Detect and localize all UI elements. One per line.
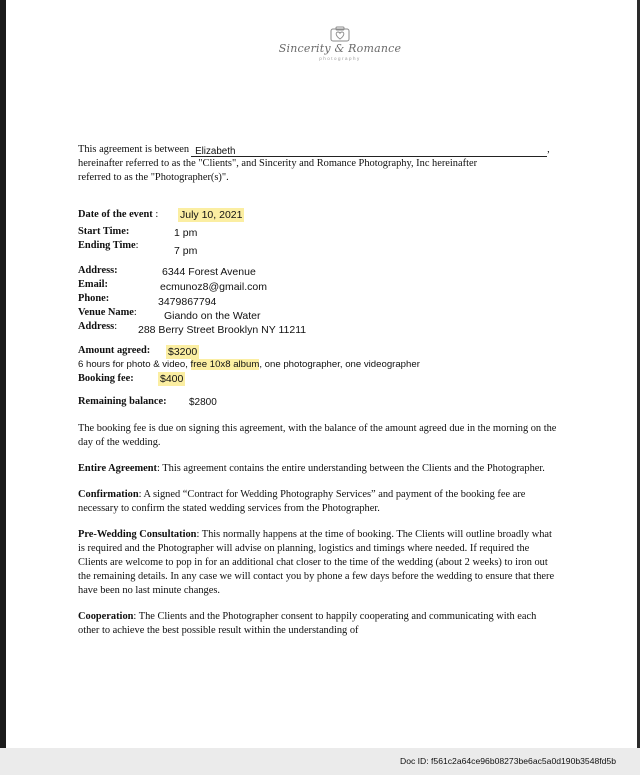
end-time-label: Ending Time [78, 240, 136, 251]
confirmation-text: : A signed “Contract for Wedding Photography Services” and payment of the booking fee are necessary to confirm the stated wedding services from the Photographer. [78, 489, 526, 514]
booking-fee-row [78, 372, 558, 386]
amount-label: Amount agreed: [78, 345, 151, 356]
phone-value: 3479867794 [158, 296, 217, 308]
event-date-label: Date of the event [78, 209, 153, 220]
venue-address-value: 288 Berry Street Brooklyn NY 11211 [138, 324, 307, 336]
intro-line-1 [78, 143, 558, 157]
logo-name: Sincerity & Romance [278, 42, 402, 55]
address-row [78, 264, 558, 278]
brand-logo [270, 26, 410, 76]
intro-prefix: This agreement is between [78, 144, 190, 155]
email-value: ecmunoz8@gmail.com [160, 281, 267, 293]
cooperation-title: Cooperation [78, 611, 134, 622]
venue-address-row [78, 320, 558, 334]
page-edge-left [0, 0, 6, 775]
intro-line-3: referred to as the "Photographer(s)". [78, 172, 229, 183]
entire-agreement-title: Entire Agreement [78, 463, 157, 474]
pre-wedding-title: Pre-Wedding Consultation [78, 529, 197, 540]
remaining-balance-value: $2800 [189, 397, 217, 408]
confirmation-paragraph [78, 488, 558, 516]
pre-wedding-text: : This normally happens at the time of booking. The Clients will outline broadly what is required and the Photographer will advise on planning, logistics and timings where needed. If required the Clients are welcome to pop in for an additional chat closer to the time of the wedding (about 2 weeks) to iron out the remaining details. In any case we will contact you by phone a few days before the wedding to ensure that there have been no last minute changes. [78, 529, 555, 596]
intro-suffix: , [547, 144, 550, 155]
pre-wedding-paragraph [78, 528, 558, 598]
event-date-row [78, 208, 558, 222]
booking-fee-paragraph: The booking fee is due on signing this agreement, with the balance of the amount agreed due in the morning on the day of the wedding. [78, 423, 557, 448]
doc-id: Doc ID: f561c2a64ce96b08273be6ac5a0d190b3548fd5b [400, 756, 616, 766]
entire-agreement-text: : This agreement contains the entire understanding between the Clients and the Photographer. [156, 463, 545, 474]
intro-line-2: hereinafter referred to as the "Clients", and Sincerity and Romance Photography, Inc hereinafter [78, 158, 478, 169]
amount-value: $3200 [168, 346, 198, 358]
end-time-value: 7 pm [174, 245, 198, 257]
address-value: 6344 Forest Avenue [162, 266, 256, 278]
remaining-balance-row [78, 395, 558, 409]
client-name: Elizabeth [195, 146, 236, 157]
booking-fee-value: $400 [160, 373, 184, 385]
agreement-body [78, 143, 558, 638]
package-row [78, 358, 558, 372]
venue-address-colon: : [114, 321, 118, 332]
venue-colon: : [133, 307, 137, 318]
start-time-value: 1 pm [174, 227, 198, 239]
phone-label: Phone: [78, 293, 110, 304]
venue-address-label: Address [78, 321, 115, 332]
end-time-row [78, 239, 558, 257]
venue-value: Giando on the Water [164, 310, 261, 322]
cooperation-text: : The Clients and the Photographer consent to happily cooperating and communicating with each other to achieve the best possible result within the understanding of [78, 611, 537, 636]
event-date-value: July 10, 2021 [180, 209, 243, 221]
package-text-2: , one photographer, one videographer [259, 359, 420, 370]
client-name-line [191, 145, 547, 157]
confirmation-title: Confirmation [78, 489, 139, 500]
venue-row [78, 306, 558, 320]
package-album-highlight: free 10x8 album [190, 359, 260, 370]
phone-row [78, 292, 558, 306]
entire-agreement-paragraph [78, 462, 558, 476]
booking-fee-label: Booking fee: [78, 373, 134, 384]
event-date-colon: : [152, 209, 159, 220]
heart-camera-icon [329, 26, 351, 42]
package-text-1: 6 hours for photo & video, [78, 359, 191, 370]
start-time-row [78, 225, 558, 239]
remaining-balance-label: Remaining balance: [78, 396, 167, 407]
venue-label: Venue Name [78, 307, 134, 318]
start-time-label: Start Time: [78, 226, 130, 237]
email-row [78, 278, 558, 292]
cooperation-paragraph [78, 610, 558, 638]
email-label: Email: [78, 279, 109, 290]
logo-subtitle: photography [319, 56, 361, 61]
amount-row [78, 344, 558, 358]
address-label: Address: [78, 265, 118, 276]
end-time-colon: : [135, 240, 139, 251]
